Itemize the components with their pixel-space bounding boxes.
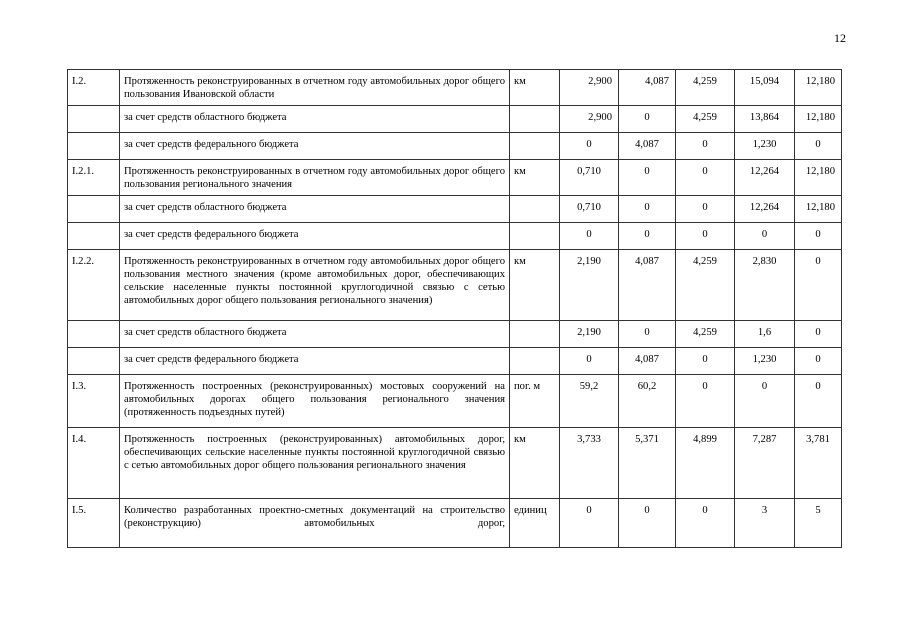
row-unit	[510, 321, 560, 348]
row-value: 12,180	[795, 196, 842, 223]
row-number	[68, 321, 120, 348]
row-value: 4,259	[676, 70, 735, 106]
row-value: 0	[735, 375, 795, 428]
row-value: 13,864	[735, 106, 795, 133]
table-row	[68, 250, 842, 321]
row-description: Протяженность реконструированных в отчетном году автомобильных дорог общего пользования Ивановской области	[120, 70, 510, 106]
row-value: 12,180	[795, 160, 842, 196]
row-value: 2,900	[560, 70, 619, 106]
row-description: Протяженность реконструированных в отчетном году автомобильных дорог общего пользования местного значения (кроме автомобильных дорог, обеспечивающих сельские населенные пункты постоянной круглогодичной связью с сетью автомобильных дорог общего пользования регионального значения)	[120, 250, 510, 321]
row-unit: км	[510, 250, 560, 321]
row-unit: км	[510, 70, 560, 106]
row-value: 4,259	[676, 250, 735, 321]
row-value: 0	[619, 160, 676, 196]
indicator-table	[67, 69, 842, 548]
row-value: 4,087	[619, 250, 676, 321]
row-description: Протяженность построенных (реконструированных) автомобильных дорог, обеспечивающих сельские населенные пункты постоянной круглогодичной связью с сетью автомобильных дорог общего пользования регионального значения	[120, 428, 510, 499]
row-number: I.2.1.	[68, 160, 120, 196]
table-row	[68, 196, 842, 223]
row-value: 1,230	[735, 133, 795, 160]
row-value: 2,900	[560, 106, 619, 133]
row-number: I.2.	[68, 70, 120, 106]
row-number: I.3.	[68, 375, 120, 428]
row-value: 0	[619, 196, 676, 223]
row-number: I.4.	[68, 428, 120, 499]
row-number: I.5.	[68, 499, 120, 548]
row-value: 15,094	[735, 70, 795, 106]
row-value: 5	[795, 499, 842, 548]
row-unit	[510, 133, 560, 160]
row-value: 1,230	[735, 348, 795, 375]
row-description: за счет средств федерального бюджета	[120, 133, 510, 160]
row-value: 0	[560, 223, 619, 250]
row-number: I.2.2.	[68, 250, 120, 321]
row-value: 5,371	[619, 428, 676, 499]
row-number	[68, 348, 120, 375]
row-unit: км	[510, 160, 560, 196]
table-row	[68, 133, 842, 160]
table-row	[68, 223, 842, 250]
row-value: 2,190	[560, 321, 619, 348]
row-number	[68, 196, 120, 223]
row-value: 2,830	[735, 250, 795, 321]
row-value: 4,259	[676, 321, 735, 348]
row-value: 0	[619, 106, 676, 133]
row-description: Протяженность реконструированных в отчетном году автомобильных дорог общего пользования регионального значения	[120, 160, 510, 196]
row-value: 0	[560, 133, 619, 160]
row-value: 3,781	[795, 428, 842, 499]
row-value: 3,733	[560, 428, 619, 499]
row-description: Количество разработанных проектно-сметных документаций на строительство (реконструкцию) автомобильных дорог,	[120, 499, 510, 548]
row-value: 0	[795, 250, 842, 321]
row-number	[68, 223, 120, 250]
row-value: 0	[795, 375, 842, 428]
row-unit	[510, 223, 560, 250]
row-value: 2,190	[560, 250, 619, 321]
row-value: 0	[795, 348, 842, 375]
row-value: 0	[619, 499, 676, 548]
row-value: 12,264	[735, 160, 795, 196]
table-row	[68, 321, 842, 348]
row-value: 60,2	[619, 375, 676, 428]
table-row	[68, 70, 842, 106]
row-unit	[510, 348, 560, 375]
row-description: за счет средств федерального бюджета	[120, 348, 510, 375]
row-unit	[510, 196, 560, 223]
row-value: 0	[619, 223, 676, 250]
row-value: 0	[676, 375, 735, 428]
table-row	[68, 106, 842, 133]
row-value: 0,710	[560, 160, 619, 196]
row-value: 4,087	[619, 348, 676, 375]
row-description: за счет средств областного бюджета	[120, 196, 510, 223]
row-unit	[510, 106, 560, 133]
table-row	[68, 428, 842, 499]
row-value: 0	[619, 321, 676, 348]
row-unit: км	[510, 428, 560, 499]
row-number	[68, 106, 120, 133]
row-value: 0	[560, 348, 619, 375]
row-description: за счет средств федерального бюджета	[120, 223, 510, 250]
row-unit: единиц	[510, 499, 560, 548]
row-value: 0	[795, 223, 842, 250]
page-number: 12	[834, 31, 846, 45]
row-value: 4,087	[619, 133, 676, 160]
row-value: 0	[735, 223, 795, 250]
row-unit: пог. м	[510, 375, 560, 428]
table-row	[68, 375, 842, 428]
table-row	[68, 160, 842, 196]
row-value: 3	[735, 499, 795, 548]
row-value: 4,259	[676, 106, 735, 133]
row-value: 0	[795, 133, 842, 160]
row-value: 12,180	[795, 106, 842, 133]
row-value: 59,2	[560, 375, 619, 428]
row-value: 0	[676, 133, 735, 160]
row-number	[68, 133, 120, 160]
row-description: за счет средств областного бюджета	[120, 106, 510, 133]
row-value: 0	[676, 499, 735, 548]
row-value: 4,899	[676, 428, 735, 499]
row-value: 0	[676, 160, 735, 196]
row-value: 4,087	[619, 70, 676, 106]
row-value: 12,180	[795, 70, 842, 106]
table-row	[68, 499, 842, 548]
row-value: 1,6	[735, 321, 795, 348]
row-value: 0	[676, 196, 735, 223]
row-value: 0,710	[560, 196, 619, 223]
row-value: 12,264	[735, 196, 795, 223]
row-value: 7,287	[735, 428, 795, 499]
row-description: за счет средств областного бюджета	[120, 321, 510, 348]
row-value: 0	[795, 321, 842, 348]
row-value: 0	[560, 499, 619, 548]
row-value: 0	[676, 223, 735, 250]
row-description: Протяженность построенных (реконструированных) мостовых сооружений на автомобильных дорогах общего пользования регионального значения (протяженность подъездных путей)	[120, 375, 510, 428]
row-value: 0	[676, 348, 735, 375]
table-row	[68, 348, 842, 375]
